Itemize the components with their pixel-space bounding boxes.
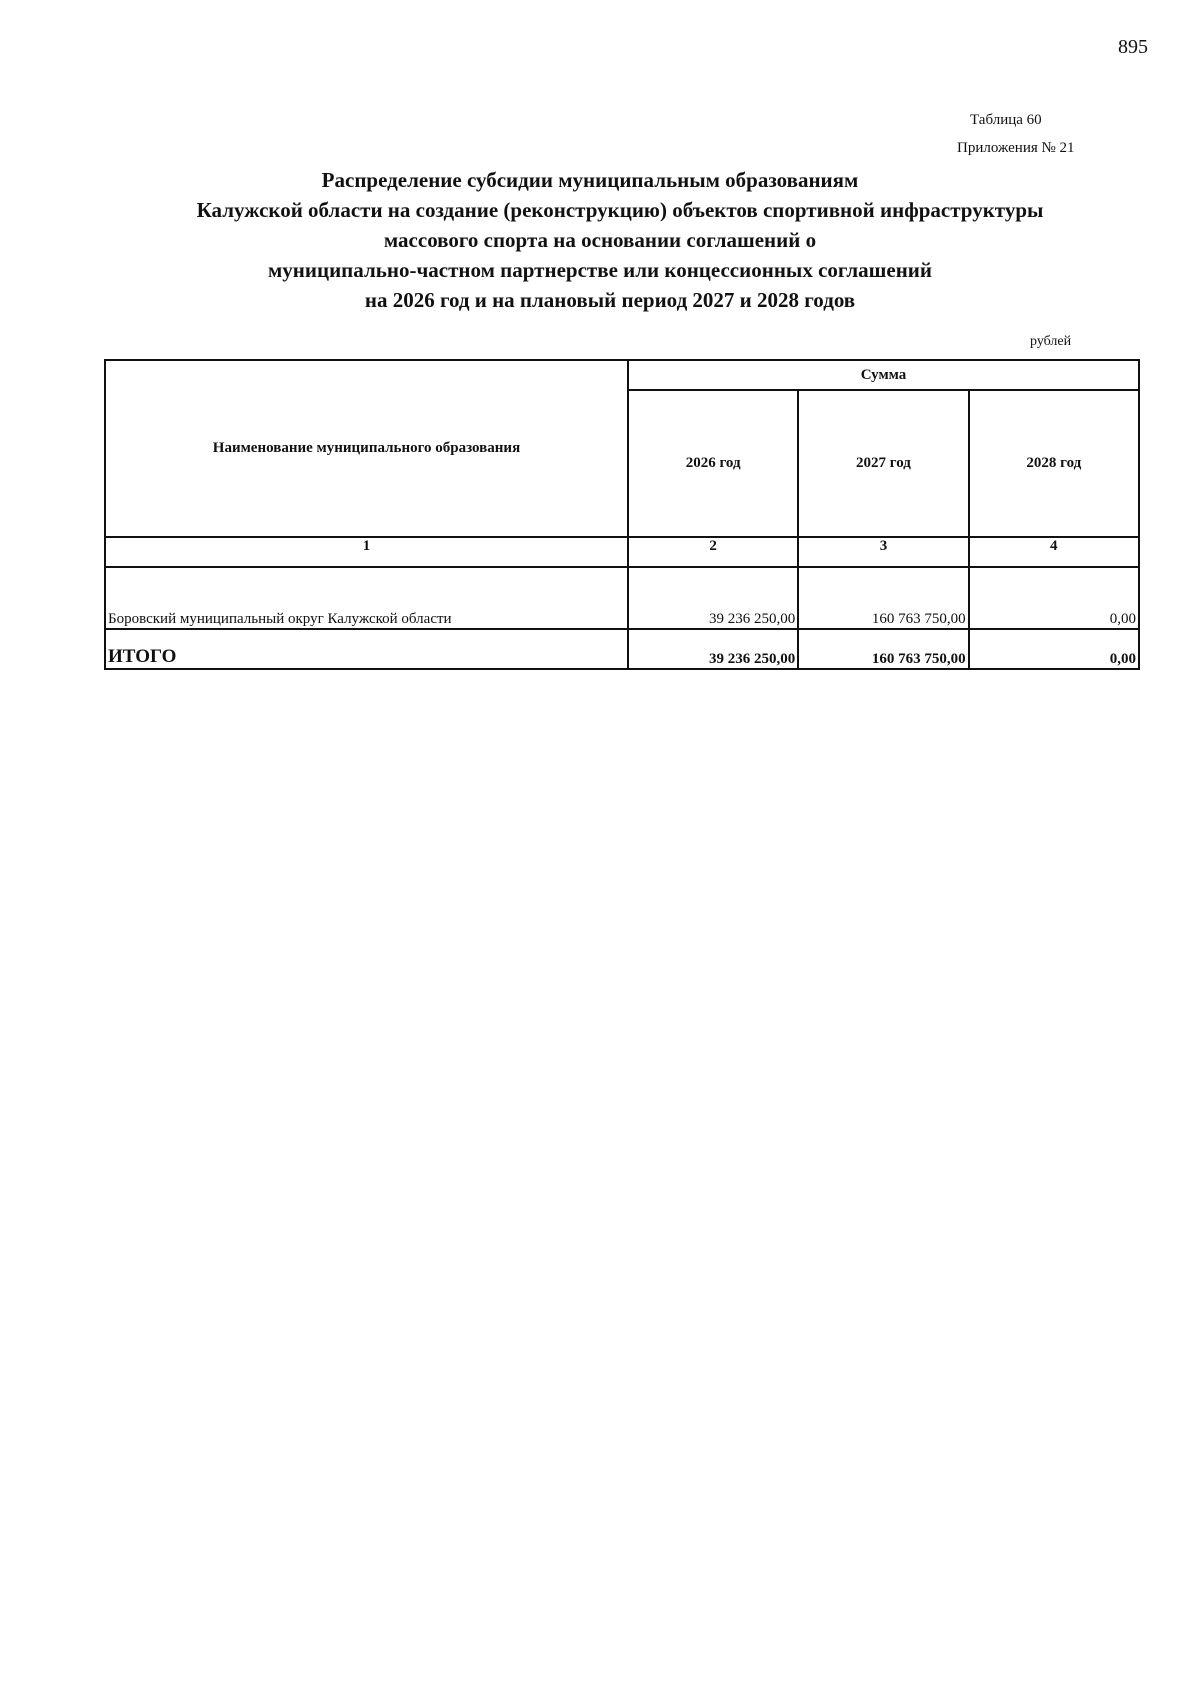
header-municipality-name: Наименование муниципального образования bbox=[105, 360, 628, 537]
column-number: 1 bbox=[105, 537, 628, 567]
amount-2026: 39 236 250,00 bbox=[628, 567, 798, 629]
document-title bbox=[100, 165, 1140, 315]
total-2027: 160 763 750,00 bbox=[798, 629, 968, 669]
header-year-2028: 2028 год bbox=[969, 390, 1139, 537]
column-number: 2 bbox=[628, 537, 798, 567]
amount-2027: 160 763 750,00 bbox=[798, 567, 968, 629]
column-number: 3 bbox=[798, 537, 968, 567]
units-label: рублей bbox=[1030, 334, 1072, 349]
appendix-reference: Приложения № 21 bbox=[957, 140, 1075, 156]
table-row bbox=[105, 567, 1139, 629]
subsidy-table bbox=[104, 359, 1140, 670]
amount-2028: 0,00 bbox=[969, 567, 1139, 629]
total-label: ИТОГО bbox=[105, 629, 628, 669]
header-year-2027: 2027 год bbox=[798, 390, 968, 537]
total-2028: 0,00 bbox=[969, 629, 1139, 669]
header-year-2026: 2026 год bbox=[628, 390, 798, 537]
municipality-name: Боровский муниципальный округ Калужской области bbox=[105, 567, 628, 629]
header-sum: Сумма bbox=[628, 360, 1139, 390]
header-row bbox=[105, 360, 1139, 390]
title-line: Калужской области на создание (реконструкцию) объектов спортивной инфраструктуры bbox=[196, 198, 1044, 222]
total-2026: 39 236 250,00 bbox=[628, 629, 798, 669]
title-line: на 2026 год и на плановый период 2027 и 2028 годов bbox=[364, 288, 856, 312]
title-line: Распределение субсидии муниципальным образованиям bbox=[321, 168, 859, 192]
table-number: Таблица 60 bbox=[970, 112, 1042, 128]
total-row bbox=[105, 629, 1139, 669]
title-line: массового спорта на основании соглашений о bbox=[383, 228, 817, 252]
column-numbers-row bbox=[105, 537, 1139, 567]
page-number: 895 bbox=[1118, 36, 1148, 58]
title-line: муниципально-частном партнерстве или концессионных соглашений bbox=[267, 258, 932, 282]
column-number: 4 bbox=[969, 537, 1139, 567]
